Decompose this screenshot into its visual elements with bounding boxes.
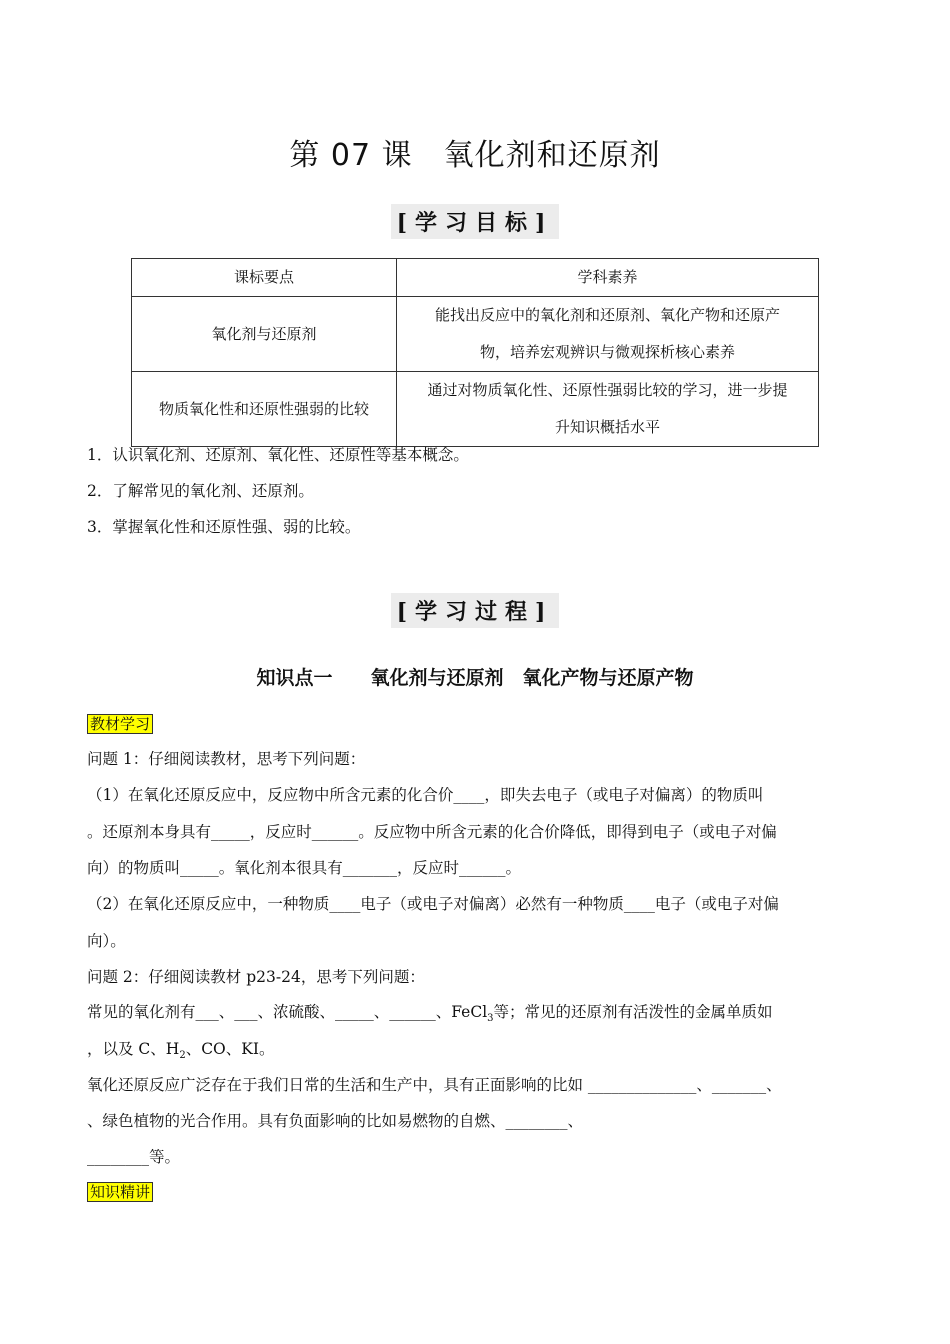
explain-tag-label: 知识精讲: [87, 1182, 153, 1202]
goals-heading: [0, 204, 950, 239]
q1-line: 向）的物质叫_____。氧化剂本很具有_______，反应时______。: [87, 859, 522, 877]
q2-intro: 问题 2：仔细阅读教材 p23-24，思考下列问题：: [87, 968, 425, 986]
q2-line: 氧化还原反应广泛存在于我们日常的生活和生产中，具有正面影响的比如 ______________、_______、: [87, 1076, 782, 1094]
q2-line: [87, 1002, 863, 1029]
table-row: [132, 297, 819, 372]
page-title: 第 07 课 氧化剂和还原剂: [289, 138, 661, 173]
cell-line: 能找出反应中的氧化剂和还原剂、氧化产物和还原产: [434, 306, 780, 324]
table-cell: 氧化剂与还原剂: [132, 297, 397, 372]
q2-line: [87, 1039, 863, 1066]
study-tag: [87, 714, 863, 734]
q1-intro: 问题 1：仔细阅读教材，思考下列问题：: [87, 750, 366, 768]
process-heading: [0, 593, 950, 628]
study-tag-label: 教材学习: [87, 714, 153, 734]
subscript: 3: [487, 1013, 494, 1025]
table-cell: [397, 297, 819, 372]
table-header: 学科素养: [397, 259, 819, 297]
goals-heading-label: [学习目标]: [391, 204, 560, 239]
q1-line: （2）在氧化还原反应中，一种物质____电子（或电子对偏离）必然有一种物质____电子（或电子对偏: [87, 895, 779, 913]
goals-table: [131, 258, 819, 447]
q2-line: ________等。: [87, 1148, 181, 1166]
cell-line: 物，培养宏观辨识与微观探析核心素养: [479, 343, 735, 361]
table-header: 课标要点: [132, 259, 397, 297]
q2-line: 、绿色植物的光合作用。具有负面影响的比如易燃物的自燃、________、: [87, 1112, 584, 1130]
q1-line: 向）。: [87, 932, 126, 950]
q2-text: 等；常见的还原剂有活泼性的金属单质如: [493, 1003, 773, 1021]
knowledge-point-title: 知识点一 氧化剂与还原剂 氧化产物与还原产物: [256, 667, 694, 689]
q2-text: 常见的氧化剂有___、___、浓硫酸、_____、______、FeCl: [87, 1003, 488, 1021]
explain-tag: [87, 1182, 863, 1202]
q1-line: 。还原剂本身具有_____，反应时______。反应物中所含元素的化合价降低，即得到电子（或电子对偏: [87, 823, 777, 841]
table-row: [132, 372, 819, 447]
q2-text: 、CO、KI。: [185, 1040, 275, 1058]
cell-line: 升知识概括水平: [554, 418, 660, 436]
q2-text: ，以及 C、H: [87, 1040, 180, 1058]
table-cell: [397, 372, 819, 447]
table-cell: 物质氧化性和还原性强弱的比较: [132, 372, 397, 447]
subscript: 2: [179, 1050, 186, 1062]
table-header-row: [132, 259, 819, 297]
objective-item: 2．了解常见的氧化剂、还原剂。: [87, 482, 314, 500]
objective-item: 3．掌握氧化性和还原性强、弱的比较。: [87, 518, 361, 536]
cell-line: 通过对物质氧化性、还原性强弱比较的学习，进一步提: [427, 381, 788, 399]
objective-item: 1．认识氧化剂、还原剂、氧化性、还原性等基本概念。: [87, 446, 469, 464]
process-heading-label: [学习过程]: [391, 593, 560, 628]
q1-line: （1）在氧化还原反应中，反应物中所含元素的化合价____，即失去电子（或电子对偏离）的物质叫: [87, 786, 764, 804]
